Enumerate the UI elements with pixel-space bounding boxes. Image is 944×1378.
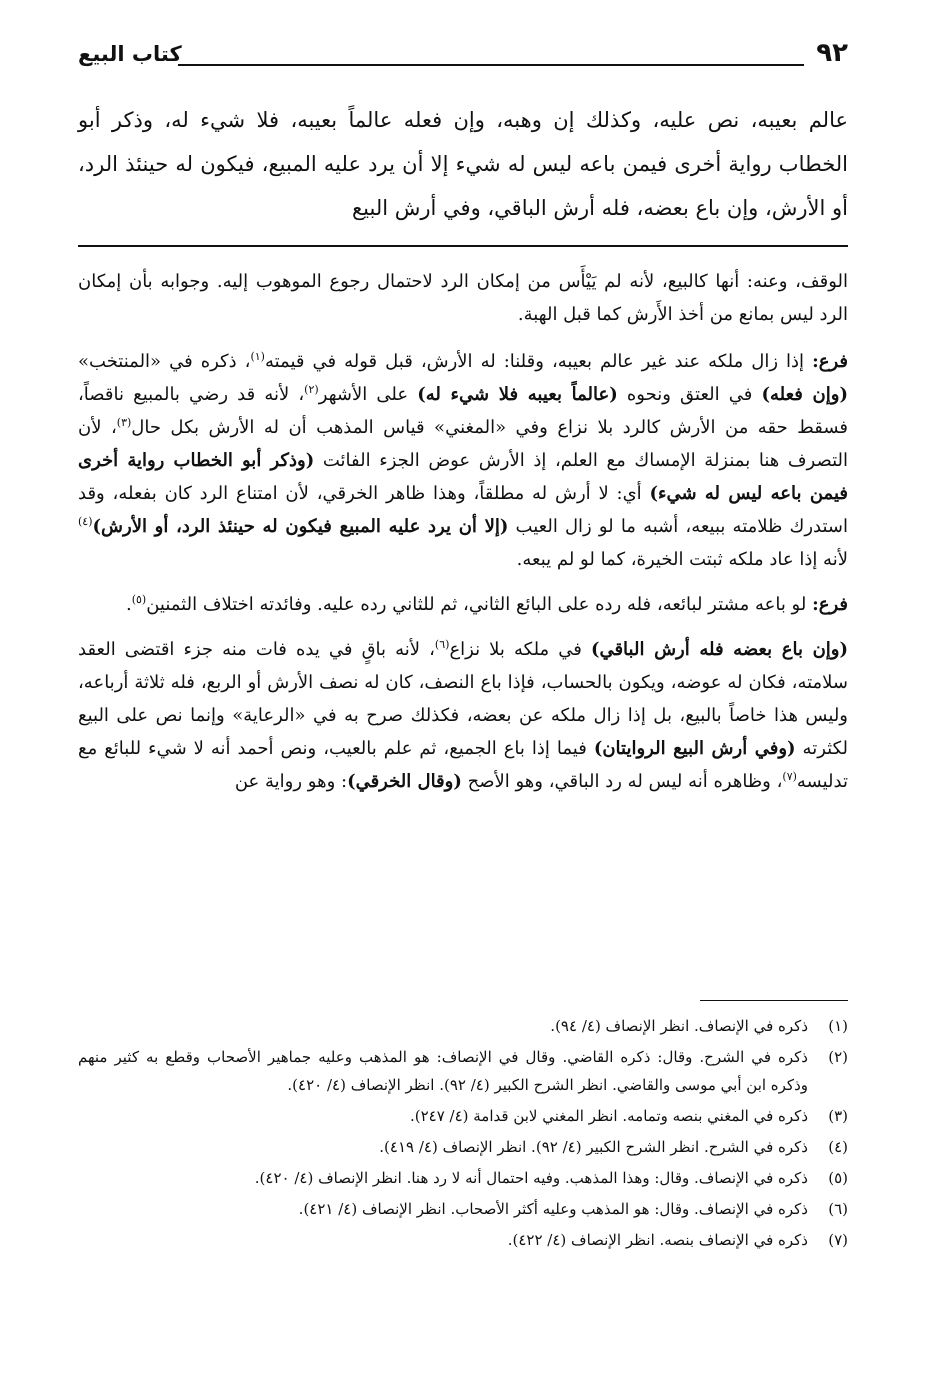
main-text-paragraph: عالم بعيبه، نص عليه، وكذلك إن وهبه، وإن فعله عالماً بعيبه، فلا شيء له، وذكر أبو الخطاب رواية أخرى فيمن باعه ليس له شيء إلا أن يرد عليه المبيع، فيكون له حينئذ الرد، أو الأرش، وإن باع بعضه، فله أرش الباقي، وفي أرش البيع (78, 108, 848, 220)
footnote-ref: (٥) (131, 593, 147, 606)
footnote-number: (١) (828, 1017, 848, 1035)
chapter-title: كتاب البيع (78, 42, 182, 66)
commentary-text: ، لأن التصرف هنا بمنزلة الإمساك مع العلم، إذ الأرش عوض الجزء الفائت (78, 417, 848, 471)
matn-quote: (وذكر أبو الخطاب رواية أخرى فيمن باعه ليس له شيء) (78, 450, 848, 504)
footnote (78, 1043, 848, 1099)
footnote-number: (٣) (828, 1107, 848, 1125)
footnote-ref: (٦) (434, 638, 450, 651)
commentary-paragraph (78, 345, 848, 576)
footnote (78, 1012, 848, 1040)
page-number: ٩٢ (816, 38, 848, 68)
footnote (78, 1133, 848, 1161)
commentary-text: ، لأنه قد رضي بالمبيع ناقصاً، فسقط حقه من الأرش كالرد بلا نزاع وفي «المغني» قياس المذهب أن له الأرش بكل حال (78, 384, 849, 438)
commentary-text: فيما إذا باع الجميع، ثم علم بالعيب، ونص أحمد أنه لا شيء للبائع مع تدليسه (78, 738, 848, 792)
footnote-number: (٢) (828, 1048, 848, 1066)
footnote-ref: (٤) (78, 515, 93, 528)
footnote-ref: (١) (250, 350, 265, 363)
commentary-paragraph (78, 633, 848, 798)
matn-quote: (وفي أرش البيع الروايتان) (593, 738, 796, 759)
footnote (78, 1102, 848, 1130)
commentary-text: لأنه إذا عاد ملكه ثبتت الخيرة، كما لو لم يبعه. (516, 549, 848, 570)
matn-quote: (وقال الخرقي) (347, 771, 462, 792)
footnote-rule (700, 1000, 848, 1001)
footnote-ref: (٧) (782, 770, 797, 783)
matn-quote: (عالماً بعيبه فلا شيء له) (417, 384, 618, 405)
footnote-text: ذكره في المغني بنصه وتمامه. انظر المغني لابن قدامة (٤/ ٢٤٧). (409, 1107, 808, 1125)
commentary-paragraph: الوقف، وعنه: أنها كالبيع، لأنه لم يَيْأَس من إمكان الرد لاحتمال رجوع الموهوب إليه. وجوابه بأن إمكان الرد ليس بمانع من أخذ الأَرش كما قبل الهبة. (78, 271, 848, 325)
footnote-ref: (٢) (304, 383, 319, 396)
far-label: فرع: (812, 351, 848, 372)
footnote-number: (٥) (828, 1169, 848, 1187)
footnote-text: ذكره في الإنصاف. انظر الإنصاف (٤/ ٩٤). (550, 1017, 808, 1035)
footnote-text: ذكره في الشرح. وقال: ذكره القاضي. وقال في الإنصاف: هو المذهب وعليه جماهير الأصحاب وقطع به كثير منهم وذكره ابن أبي موسى والقاضي. انظر الشرح الكبير (٤/ ٩٢). انظر الإنصاف (٤/ ٤٢٠). (78, 1048, 808, 1094)
footnote-ref: (٣) (116, 416, 132, 429)
page-header (78, 38, 848, 74)
footnote-number: (٧) (828, 1231, 848, 1249)
footnote-number: (٤) (828, 1138, 848, 1156)
commentary-text: لو باعه مشتر لبائعه، فله رده على البائع الثاني، ثم للثاني رده عليه. وفائدته اختلاف الثمنين (146, 594, 807, 615)
commentary-text: : وهو رواية عن (234, 771, 348, 792)
far-label: فرع: (812, 594, 848, 615)
commentary-text: ، وظاهره أنه ليس له رد الباقي، وهو الأصح (467, 771, 783, 792)
main-text (78, 98, 848, 230)
footnote (78, 1195, 848, 1223)
commentary-text: ، ذكره في «المنتخب» (78, 351, 251, 372)
commentary-paragraph (78, 588, 848, 621)
footnote-text: ذكره في الإنصاف بنصه. انظر الإنصاف (٤/ ٤٢٢). (507, 1231, 808, 1249)
footnote-number: (٦) (828, 1200, 848, 1218)
footnote-text: ذكره في الإنصاف. وقال: هو المذهب وعليه أكثر الأصحاب. انظر الإنصاف (٤/ ٤٢١). (298, 1200, 808, 1218)
matn-quote: (إلا أن يرد عليه المبيع فيكون له حينئذ الرد، أو الأرش) (92, 516, 509, 537)
footnote (78, 1226, 848, 1254)
commentary-text: في العتق ونحوه (626, 384, 753, 405)
commentary-text: في ملكه بلا نزاع (449, 639, 582, 660)
footnote-text: ذكره في الشرح. انظر الشرح الكبير (٤/ ٩٢). انظر الإنصاف (٤/ ٤١٩). (379, 1138, 808, 1156)
commentary-text: ، لأنه باقٍ في يده فات منه جزء اقتضى العقد سلامته، فكان له عوضه، ويكون بالحساب، فإذا باع النصف، كان له نصف الأرش أو الربع، فله ثلاثة أرباعه، وليس هذا خاصاً بالبيع، بل إذا زال ملكه عن بعضه، فكذلك صرح به في «الرعاية» وإنما نص على البيع لكثرته (78, 639, 848, 759)
footnotes (78, 1012, 848, 1257)
commentary-text: أي: لا أرش له مطلقاً، وهذا ظاهر الخرقي، لأن امتناع الرد كان بفعله، وقد استدرك ظلامته ببيعه، أشبه ما لو زال العيب (78, 483, 848, 537)
commentary (78, 265, 848, 810)
footnote-text: ذكره في الإنصاف. وقال: وهذا المذهب. وفيه احتمال أنه لا رد هنا. انظر الإنصاف (٤/ ٤٢٠). (254, 1169, 808, 1187)
matn-quote: (وإن باع بعضه فله أرش الباقي) (590, 639, 848, 660)
matn-quote: (وإن فعله) (761, 384, 848, 405)
header-rule (178, 64, 804, 66)
commentary-text: إذا زال ملكه عند غير عالم بعيبه، وقلنا: له الأرش، قبل قوله في قيمته (264, 351, 805, 372)
commentary-text: . (125, 594, 132, 615)
text-commentary-divider (78, 245, 848, 247)
commentary-text: على الأشهر (318, 384, 409, 405)
footnote (78, 1164, 848, 1192)
